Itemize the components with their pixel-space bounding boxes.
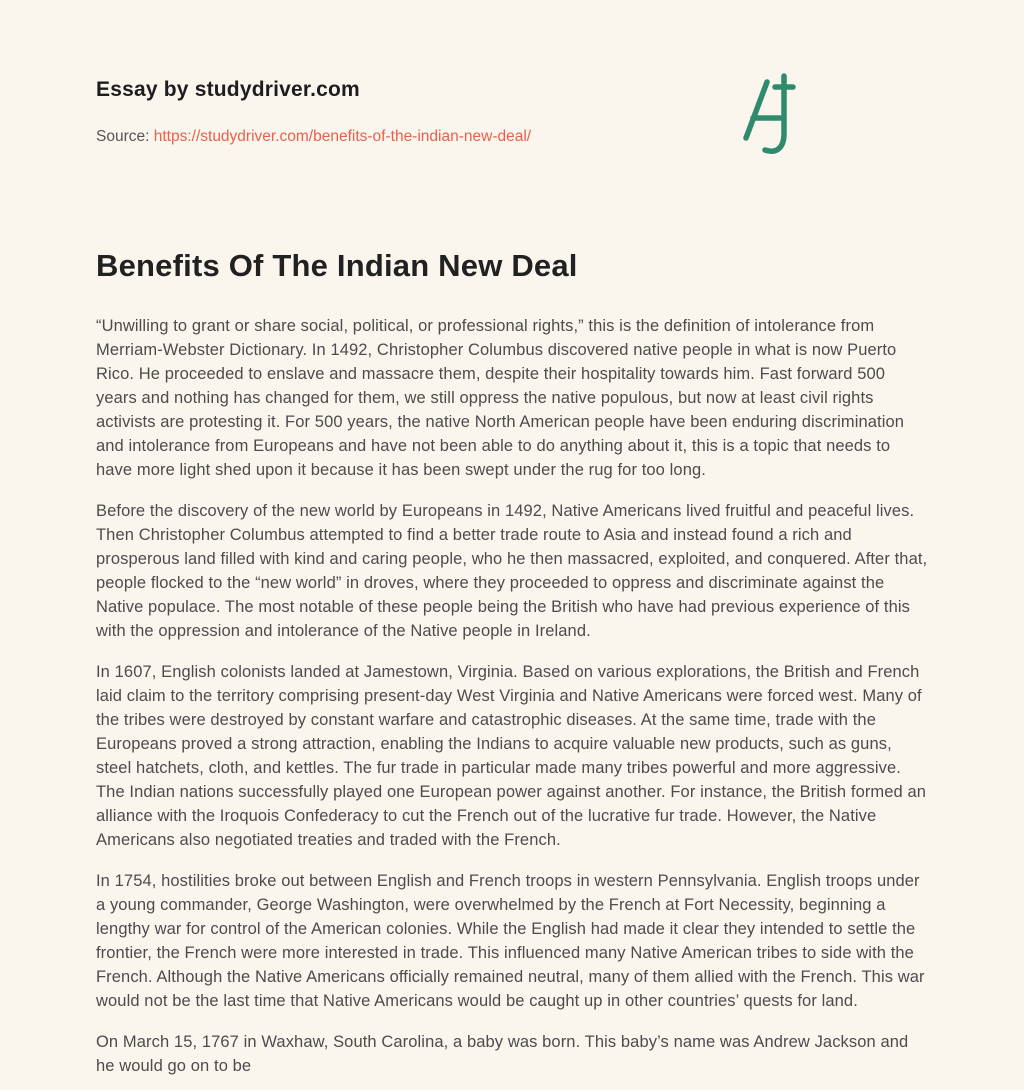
essay-paragraph: In 1607, English colonists landed at Jamestown, Virginia. Based on various explorations, the British and French laid claim to the territory comprising present-day West Virginia and Native Americans were forced west. Many of the tribes were destroyed by constant warfare and catastrophic diseases. At the same time, trade with the Europeans proved a strong attraction, enabling the Indians to acquire valuable new products, such as guns, steel hatchets, cloth, and kettles. The fur trade in particular made many tribes powerful and more aggressive. The Indian nations successfully played one European power against another. For instance, the British formed an alliance with the Iroquois Confederacy to cut the French out of the lucrative fur trade. However, the Native Americans also negotiated treaties and traded with the French. — [96, 663, 927, 849]
essay-paragraph: “Unwilling to grant or share social, political, or professional rights,” this is the definition of intolerance from Merriam-Webster Dictionary. In 1492, Christopher Columbus discovered native people in what is now Puerto Rico. He proceeded to enslave and massacre them, despite their hospitality towards him. Fast forward 500 years and nothing has changed for them, we still oppress the native populous, but now at least civil rights activists are protesting it. For 500 years, the native North American people have been enduring discrimination and intolerance from Europeans and have not been able to do anything about it, this is a topic that needs to have more light shed upon it because it has been swept under the rug for too long. — [96, 317, 905, 479]
article-title: Benefits Of The Indian New Deal — [96, 248, 578, 283]
essay-paragraph: In 1754, hostilities broke out between English and French troops in western Pennsylvania. English troops under a young commander, George Washington, were overwhelmed by the French at Fort Necessity, beginning a lengthy war for control of the American colonies. While the English had made it clear they intended to settle the frontier, the French were more interested in trade. This influenced many Native American tribes to side with the French. Although the Native Americans officially remained neutral, many of them allied with the French. This war would not be the last time that Native Americans would be caught up in other countries’ quests for land. — [96, 872, 925, 1010]
source-label: Source: — [96, 128, 150, 145]
article-body — [96, 314, 928, 1078]
page-header — [96, 78, 928, 146]
source-line — [96, 128, 928, 146]
essay-paragraph: Before the discovery of the new world by Europeans in 1492, Native Americans lived fruitful and peaceful lives. Then Christopher Columbus attempted to find a better trade route to Asia and instead found a rich and prosperous land filled with kind and caring people, who he then massacred, exploited, and conquered. After that, people flocked to the “new world” in droves, where they proceeded to oppress and discriminate against the Native populace. The most notable of these people being the British who have had previous experience of this with the oppression and intolerance of the Native people in Ireland. — [96, 502, 928, 640]
byline-heading: Essay by studydriver.com — [96, 78, 360, 101]
source-url-link[interactable]: https://studydriver.com/benefits-of-the-indian-new-deal/ — [153, 128, 532, 145]
essay-paragraph: On March 15, 1767 in Waxhaw, South Carolina, a baby was born. This baby’s name was Andrew Jackson and he would go on to be — [96, 1033, 909, 1075]
studydriver-logo-icon — [740, 72, 802, 164]
